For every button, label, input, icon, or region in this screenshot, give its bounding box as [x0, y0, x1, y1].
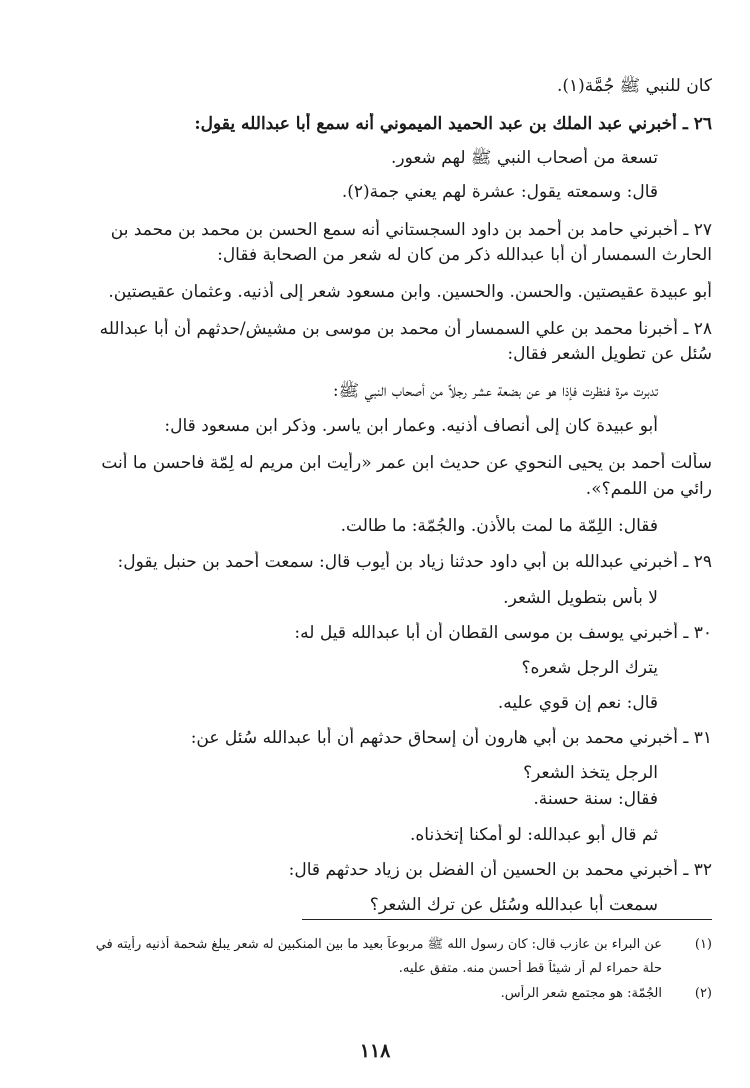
footnote-continuation: حلة حمراء لم أر شيئاً قط أحسن منه. متفق عليه. — [398, 961, 662, 976]
footnote-number: (١) — [694, 937, 712, 952]
text-line: تدبرت مرة فنظرت فإذا هو عن بضعة عشر رجلاً من أصحاب النبي ﷺ: — [332, 381, 658, 401]
text-line: قال: نعم إن قوي عليه. — [497, 693, 658, 713]
text-line: سُئل عن تطويل الشعر فقال: — [507, 344, 712, 364]
text-line: قال: وسمعته يقول: عشرة لهم يعني جمة(٢). — [341, 182, 658, 202]
text-line: سمعت أبا عبدالله وسُئل عن ترك الشعر؟ — [369, 895, 658, 915]
footnote-number: (٢) — [694, 986, 712, 1001]
footnote — [30, 985, 712, 1003]
text-line: ٣٢ ـ أخبرني محمد بن الحسين أن الفضل بن زياد حدثهم قال: — [288, 860, 712, 880]
text-line: ٣٠ ـ أخبرني يوسف بن موسى القطان أن أبا عبدالله قيل له: — [294, 623, 712, 643]
text-line: الرجل يتخذ الشعر؟ — [523, 763, 658, 783]
text-line: ٢٩ ـ أخبرني عبدالله بن أبي داود حدثنا زياد بن أيوب قال: سمعت أحمد بن حنبل يقول: — [117, 552, 712, 572]
text-line: فقال: اللِمّة ما لمت بالأذن. والجُمّة: ما طالت. — [340, 516, 658, 536]
text-line: تسعة من أصحاب النبي ﷺ لهم شعور. — [390, 148, 658, 168]
text-line: ٣١ ـ أخبرني محمد بن أبي هارون أن إسحاق حدثهم أن أبا عبدالله سُئل عن: — [190, 728, 712, 748]
page-number: ١١٨ — [359, 1040, 391, 1062]
text-line: كان للنبي ﷺ جُمَّة(١). — [556, 76, 712, 96]
footnote-text: عن البراء بن عازب قال: كان رسول الله ﷺ مربوعاً بعيد ما بين المنكبين له شعر يبلغ شحمة أُذنيه رأيته في — [95, 937, 662, 952]
text-line: فقال: سنة حسنة. — [533, 789, 658, 809]
text-line: ٢٨ ـ أخبرنا محمد بن علي السمسار أن محمد بن موسى بن مشيش/حدثهم أن أبا عبدالله — [99, 319, 712, 339]
footnote-divider — [302, 919, 712, 920]
footnote — [30, 936, 712, 954]
text-line: ٢٧ ـ أخبرني حامد بن أحمد بن داود السجستاني أنه سمع الحسن بن محمد بن محمد بن — [110, 220, 712, 240]
text-line: لا بأس بتطويل الشعر. — [503, 588, 658, 608]
footnote-text: الجُمّة: هو مجتمع شعر الرأس. — [500, 986, 662, 1001]
text-line: أبو عبيدة كان إلى أنصاف أذنيه. وعمار ابن ياسر. وذكر ابن مسعود قال: — [164, 416, 658, 436]
text-line: رائي من اللمم؟». — [585, 479, 712, 499]
text-line: يترك الرجل شعره؟ — [521, 658, 658, 678]
text-line: سألت أحمد بن يحيى النحوي عن حديث ابن عمر «رأيت ابن مريم له لِمّة فاحسن ما أنت — [101, 453, 712, 473]
text-line-heading: ٢٦ ـ أخبرني عبد الملك بن عبد الحميد الميموني أنه سمع أبا عبدالله يقول: — [194, 114, 712, 134]
text-line: أبو عبيدة عقيصتين. والحسن. والحسين. وابن مسعود شعر إلى أذنيه. وعثمان عقيصتين. — [108, 282, 712, 302]
text-line: الحارث السمسار أن أبا عبدالله ذكر من كان له شعر من الصحابة فقال: — [217, 245, 712, 265]
text-line: ثم قال أبو عبدالله: لو أمكنا إتخذناه. — [410, 825, 658, 845]
